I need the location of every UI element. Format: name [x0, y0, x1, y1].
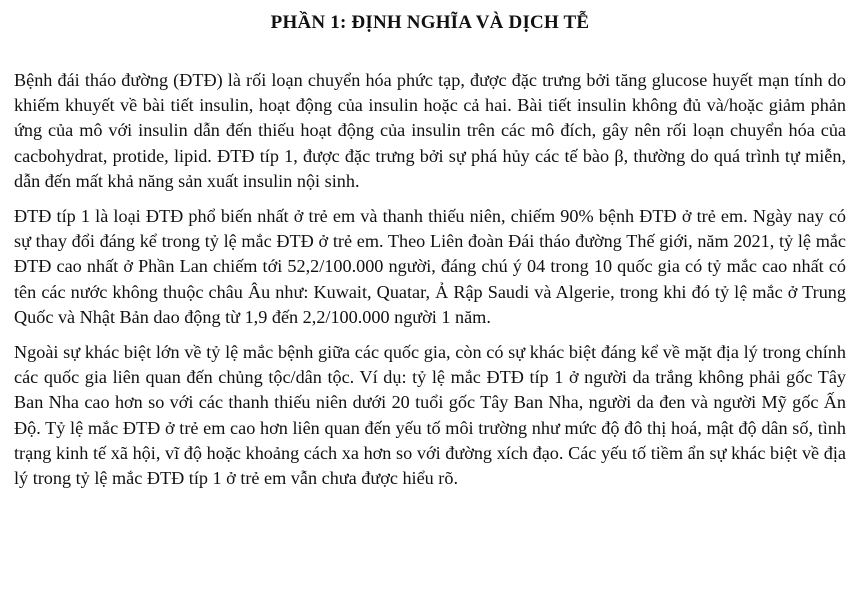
paragraph-geographic-variation: Ngoài sự khác biệt lớn về tỷ lệ mắc bệnh giữa các quốc gia, còn có sự khác biệt đáng kể về mặt địa lý trong chính các quốc gia liên quan đến chủng tộc/dân tộc. Ví dụ: tỷ lệ mắc ĐTĐ típ 1 ở người da trắng không phải gốc Tây Ban Nha cao hơn so với các thanh thiếu niên dưới 20 tuổi gốc Tây Ban Nha, người da đen và người Mỹ gốc Ấn Độ. Tỷ lệ mắc ĐTĐ ở trẻ em cao hơn liên quan đến yếu tố môi trường như mức độ đô thị hoá, mật độ dân số, tình trạng kinh tế xã hội, vĩ độ hoặc khoảng cách xa hơn so với đường xích đạo. Các yếu tố tiềm ẩn sự khác biệt về địa lý trong tỷ lệ mắc ĐTĐ típ 1 ở trẻ em vẫn chưa được hiểu rõ. [14, 342, 846, 489]
paragraph-epidemiology: ĐTĐ típ 1 là loại ĐTĐ phổ biến nhất ở trẻ em và thanh thiếu niên, chiếm 90% bệnh ĐTĐ ở trẻ em. Ngày nay có sự thay đổi đáng kể trong tỷ lệ mắc ĐTĐ ở trẻ em. Theo Liên đoàn Đái tháo đường Thế giới, năm 2021, tỷ lệ mắc ĐTĐ cao nhất ở Phần Lan chiếm tới 52,2/100.000 người, đáng chú ý 04 trong 10 quốc gia có tỷ mắc cao nhất có tên các nước không thuộc châu Âu như: Kuwait, Quatar, Ả Rập Saudi và Algerie, trong khi đó tỷ lệ mắc ở Trung Quốc và Nhật Bản dao động từ 1,9 đến 2,2/100.000 người 1 năm. [14, 206, 846, 327]
section-heading: PHẦN 1: ĐỊNH NGHĨA VÀ DỊCH TỄ [270, 12, 590, 33]
paragraph-definition: Bệnh đái tháo đường (ĐTĐ) là rối loạn chuyển hóa phức tạp, được đặc trưng bởi tăng glucose huyết mạn tính do khiếm khuyết về bài tiết insulin, hoạt động của insulin hoặc cả hai. Bài tiết insulin không đủ và/hoặc giảm phản ứng của mô với insulin dẫn đến thiếu hoạt động của insulin trên các mô đích, gây nên rối loạn chuyển hóa của cacbohydrat, protide, lipid. ĐTĐ típ 1, được đặc trưng bởi sự phá hủy các tế bào β, thường do quá trình tự miễn, dẫn đến mất khả năng sản xuất insulin nội sinh. [14, 70, 846, 191]
